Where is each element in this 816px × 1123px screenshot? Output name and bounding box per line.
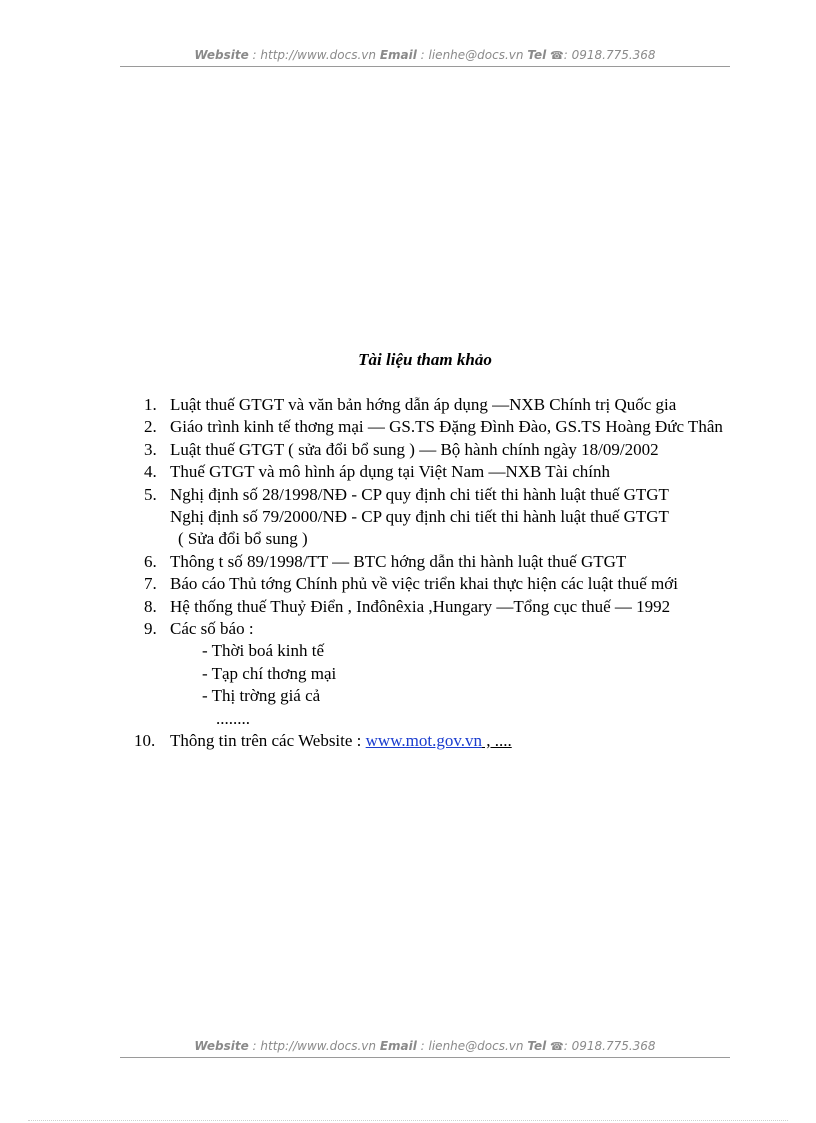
reference-text [170, 730, 730, 752]
reference-number: 6. [144, 551, 157, 571]
reference-item-6 [144, 551, 730, 573]
page-title: Tài liệu tham khảo [358, 350, 492, 369]
reference-text: Thông t số 89/1998/TT — BTC hớng dẫn thi hành luật thuế GTGT [170, 551, 627, 571]
reference-text: Các số báo : [170, 619, 254, 639]
footer-website-value: : http://www.docs.vn [248, 1039, 380, 1053]
reference-number: 2. [144, 417, 157, 437]
reference-text: Thuế GTGT và mô hình áp dụng tại Việt Nam —NXB Tài chính [170, 462, 610, 482]
reference-number: 7. [144, 574, 157, 594]
header-tel-value: : 0918.775.368 [563, 48, 656, 62]
reference-text: Báo cáo Thủ tớng Chính phủ về việc triển khai thực hiện các luật thuế mới [170, 574, 678, 594]
reference-list [134, 394, 730, 753]
page-footer [120, 1039, 730, 1058]
reference-text: Luật thuế GTGT và văn bản hớng dẫn áp dụng —NXB Chính trị Quốc gia [170, 395, 677, 414]
ellipsis-dots: ........ [216, 708, 250, 728]
reference-item-8 [144, 596, 730, 618]
phone-icon: ☎ [550, 1040, 564, 1053]
reference-extra-line: Nghị định số 79/2000/NĐ - CP quy định chi tiết thi hành luật thuế GTGT [170, 507, 669, 527]
reference-item-1 [144, 394, 730, 416]
header-website-label: Website [194, 48, 249, 62]
footer-tel-label: Tel [527, 1039, 547, 1053]
footer-tel-value: : 0918.775.368 [563, 1039, 656, 1053]
reference-item-10 [134, 730, 730, 752]
reference-item-7 [144, 573, 730, 595]
newspaper-item: - Thời boá kinh tế [202, 641, 324, 661]
reference-number: 3. [144, 439, 157, 459]
reference-item-5 [144, 484, 730, 506]
newspaper-item: - Tạp chí thơng mại [202, 663, 337, 683]
reference-number: 8. [144, 596, 157, 616]
page-bottom-edge [28, 1120, 788, 1121]
reference-item-9 [144, 618, 730, 640]
reference-item-4 [144, 461, 730, 483]
reference-number: 1. [144, 395, 157, 414]
footer-email-label: Email [379, 1039, 417, 1053]
footer-website-label: Website [194, 1039, 249, 1053]
website-link[interactable]: www.mot.gov.vn [365, 731, 482, 751]
reference-text: Hệ thống thuế Thuỷ Điển , Inđônêxia ,Hungary —Tổng cục thuế — 1992 [170, 596, 671, 616]
reference-number: 5. [144, 484, 157, 504]
reference-text: Luật thuế GTGT ( sửa đổi bổ sung ) — Bộ hành chính ngày 18/09/2002 [170, 439, 659, 459]
reference-item-3 [144, 439, 730, 461]
header-email-label: Email [379, 48, 417, 62]
reference-text: Nghị định số 28/1998/NĐ - CP quy định chi tiết thi hành luật thuế GTGT [170, 484, 669, 504]
reference-text: Giáo trình kinh tế thơng mại — GS.TS Đặng Đình Đào, GS.TS Hoàng Đức Thân [170, 417, 723, 437]
reference-number: 9. [144, 619, 157, 639]
reference-number: 10. [134, 731, 156, 751]
reference-text-lead: Thông tin trên các Website : [170, 731, 366, 751]
header-tel-label: Tel [527, 48, 547, 62]
page-header [120, 48, 730, 67]
newspaper-item: - Thị trờng giá cả [202, 686, 321, 706]
reference-note: ( Sửa đổi bổ sung ) [178, 529, 308, 549]
phone-icon: ☎ [550, 49, 564, 62]
reference-item-2 [144, 416, 730, 438]
reference-number: 4. [144, 462, 157, 482]
reference-tail: , .... [481, 731, 512, 751]
footer-email-value: : lienhe@docs.vn [416, 1039, 528, 1053]
header-email-value: : lienhe@docs.vn [416, 48, 528, 62]
header-website-value: : http://www.docs.vn [248, 48, 380, 62]
